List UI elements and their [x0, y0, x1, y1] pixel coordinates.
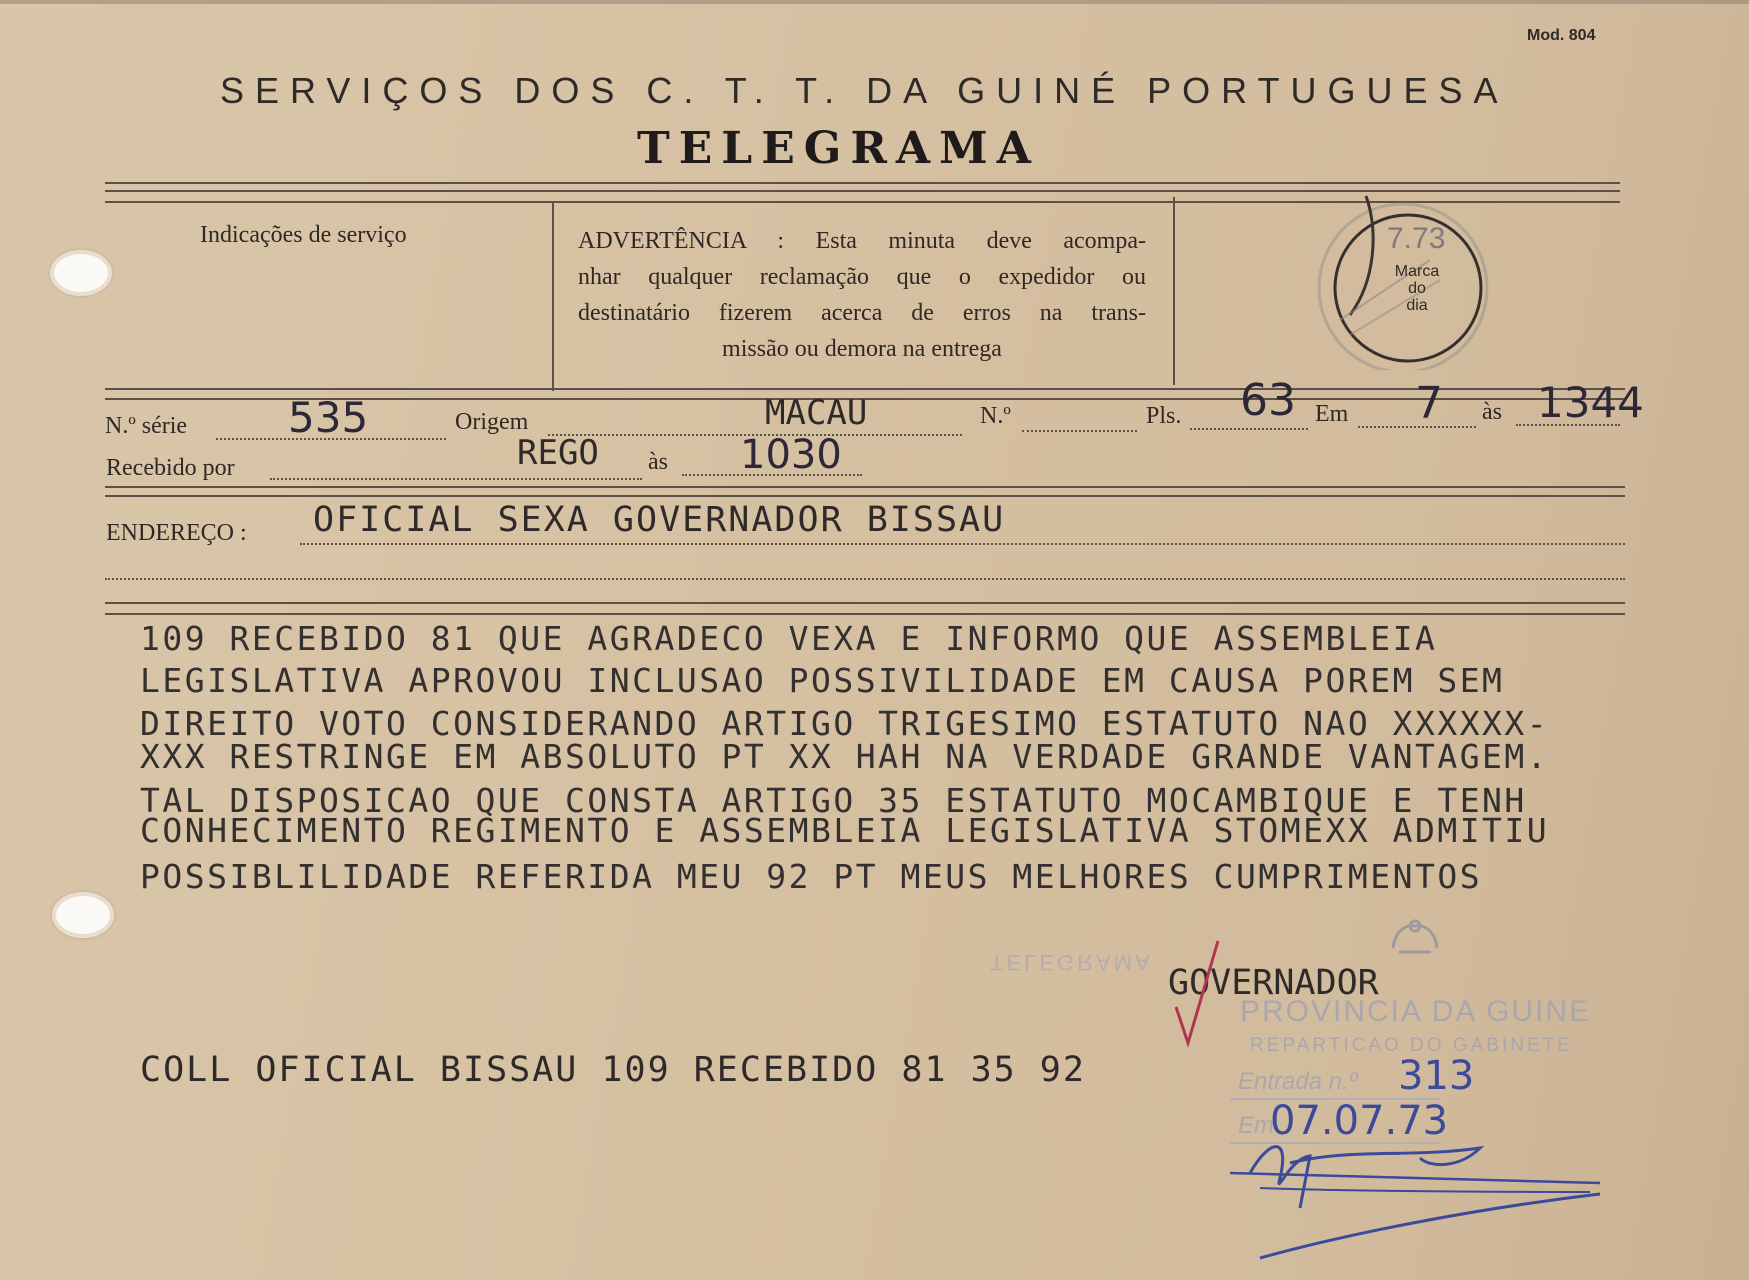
- date-stamp-label-line: Marca: [1394, 263, 1440, 280]
- on-value: 7: [1415, 378, 1443, 429]
- origin-label: Origem: [455, 409, 529, 435]
- origin-value: MACAU: [765, 393, 868, 433]
- entry-stamp-number-label: Entrada n.º: [1238, 1068, 1358, 1095]
- date-stamp-label: [1387, 263, 1447, 314]
- address-value: OFICIAL SEXA GOVERNADOR BISSAU: [313, 500, 1006, 540]
- at-value: 1344: [1537, 378, 1644, 427]
- model-number: Mod. 804: [1527, 27, 1596, 44]
- address-label: ENDEREÇO :: [106, 520, 247, 546]
- top-rule-1: [105, 182, 1620, 184]
- received-at-value: 1030: [740, 432, 842, 478]
- service-header: SERVIÇOS DOS C. T. T. DA GUINÉ PORTUGUESA: [220, 70, 1509, 111]
- field-rule-1: [105, 388, 1625, 390]
- punch-hole-bottom: [52, 892, 114, 938]
- date-stamp-label-line: dia: [1406, 297, 1428, 314]
- received-by-label: Recebido por: [106, 455, 235, 481]
- warning-line: missão ou demora na entrega: [722, 336, 1002, 362]
- message-line: TAL DISPOSICAO QUE CONSTA ARTIGO 35 ESTATUTO MOCAMBIQUE E TENH: [140, 781, 1527, 820]
- on-label: Em: [1315, 401, 1349, 427]
- message-line: POSSIBLILIDADE REFERIDA MEU 92 PT MEUS MELHORES CUMPRIMENTOS: [140, 857, 1483, 896]
- message-rule-2: [105, 613, 1625, 615]
- column-divider-1: [552, 203, 554, 391]
- warning-line: destinatário fizerem acerca de erros na trans-: [578, 300, 1146, 326]
- words-value: 63: [1240, 375, 1296, 426]
- column-divider-2: [1173, 197, 1175, 385]
- words-label: Pls.: [1146, 403, 1182, 429]
- address-rule-1: [105, 486, 1625, 488]
- warning-line: nhar qualquer reclamação que o expedidor ou: [578, 264, 1146, 290]
- message-line: XXX RESTRINGE EM ABSOLUTO PT XX HAH NA VERDADE GRANDE VANTAGEM.: [140, 737, 1550, 776]
- received-at-label: às: [648, 449, 668, 475]
- check-mark-icon: [1170, 935, 1225, 1050]
- message-line: LEGISLATIVA APROVOU INCLUSAO POSSIVILIDADE EM CAUSA POREM SEM: [140, 661, 1505, 700]
- entry-stamp-office: REPARTICAO DO GABINETE: [1250, 1035, 1573, 1056]
- message-line: DIREITO VOTO CONSIDERANDO ARTIGO TRIGESIMO ESTATUTO NAO XXXXXX-: [140, 704, 1550, 743]
- address-dotline-1: [300, 543, 1625, 545]
- date-stamp-label-line: do: [1408, 280, 1426, 297]
- entry-stamp-number: 313: [1398, 1053, 1475, 1099]
- received-by-value: REGO: [517, 433, 599, 473]
- paper-top-edge: [0, 0, 1749, 4]
- serial-label: N.º série: [105, 413, 188, 439]
- entry-stamp-date: 07.07.73: [1270, 1098, 1449, 1144]
- entry-stamp-province: PROVINCIA DA GUINE: [1240, 995, 1592, 1028]
- date-stamp: [1280, 190, 1510, 370]
- warning-notice: [578, 223, 1146, 367]
- received-by-dotline: [270, 478, 642, 480]
- message-rule-1: [105, 602, 1625, 604]
- entry-stamp-date-label: Em: [1238, 1112, 1274, 1139]
- signature-governor: GOVERNADOR: [1168, 963, 1379, 1003]
- handwritten-signature: [1230, 1118, 1620, 1268]
- warning-line: ADVERTÊNCIA : Esta minuta deve acompa-: [578, 228, 1146, 254]
- faint-stamp-text: TELEGRAMA: [990, 950, 1153, 975]
- date-stamp-date: 7.73: [1387, 222, 1446, 255]
- words-dotline: [1190, 428, 1308, 430]
- number-label: N.º: [980, 403, 1011, 429]
- number-dotline: [1022, 430, 1137, 432]
- at-label: às: [1482, 399, 1502, 425]
- coat-of-arms-graphic: [1385, 918, 1445, 960]
- document-title: TELEGRAMA: [637, 123, 1040, 174]
- message-line: CONHECIMENTO REGIMENTO E ASSEMBLEIA LEGISLATIVA STOMEXX ADMITIU: [140, 811, 1550, 850]
- message-line: 109 RECEBIDO 81 QUE AGRADECO VEXA E INFORMO QUE ASSEMBLEIA: [140, 619, 1438, 658]
- collation-line: COLL OFICIAL BISSAU 109 RECEBIDO 81 35 92: [140, 1050, 1086, 1090]
- serial-value: 535: [288, 393, 369, 442]
- punch-hole-top: [50, 250, 112, 296]
- address-dotline-2: [105, 578, 1625, 580]
- coat-of-arms-icon: [1385, 918, 1445, 960]
- address-rule-2: [105, 495, 1625, 497]
- service-indications-label: Indicações de serviço: [200, 222, 407, 248]
